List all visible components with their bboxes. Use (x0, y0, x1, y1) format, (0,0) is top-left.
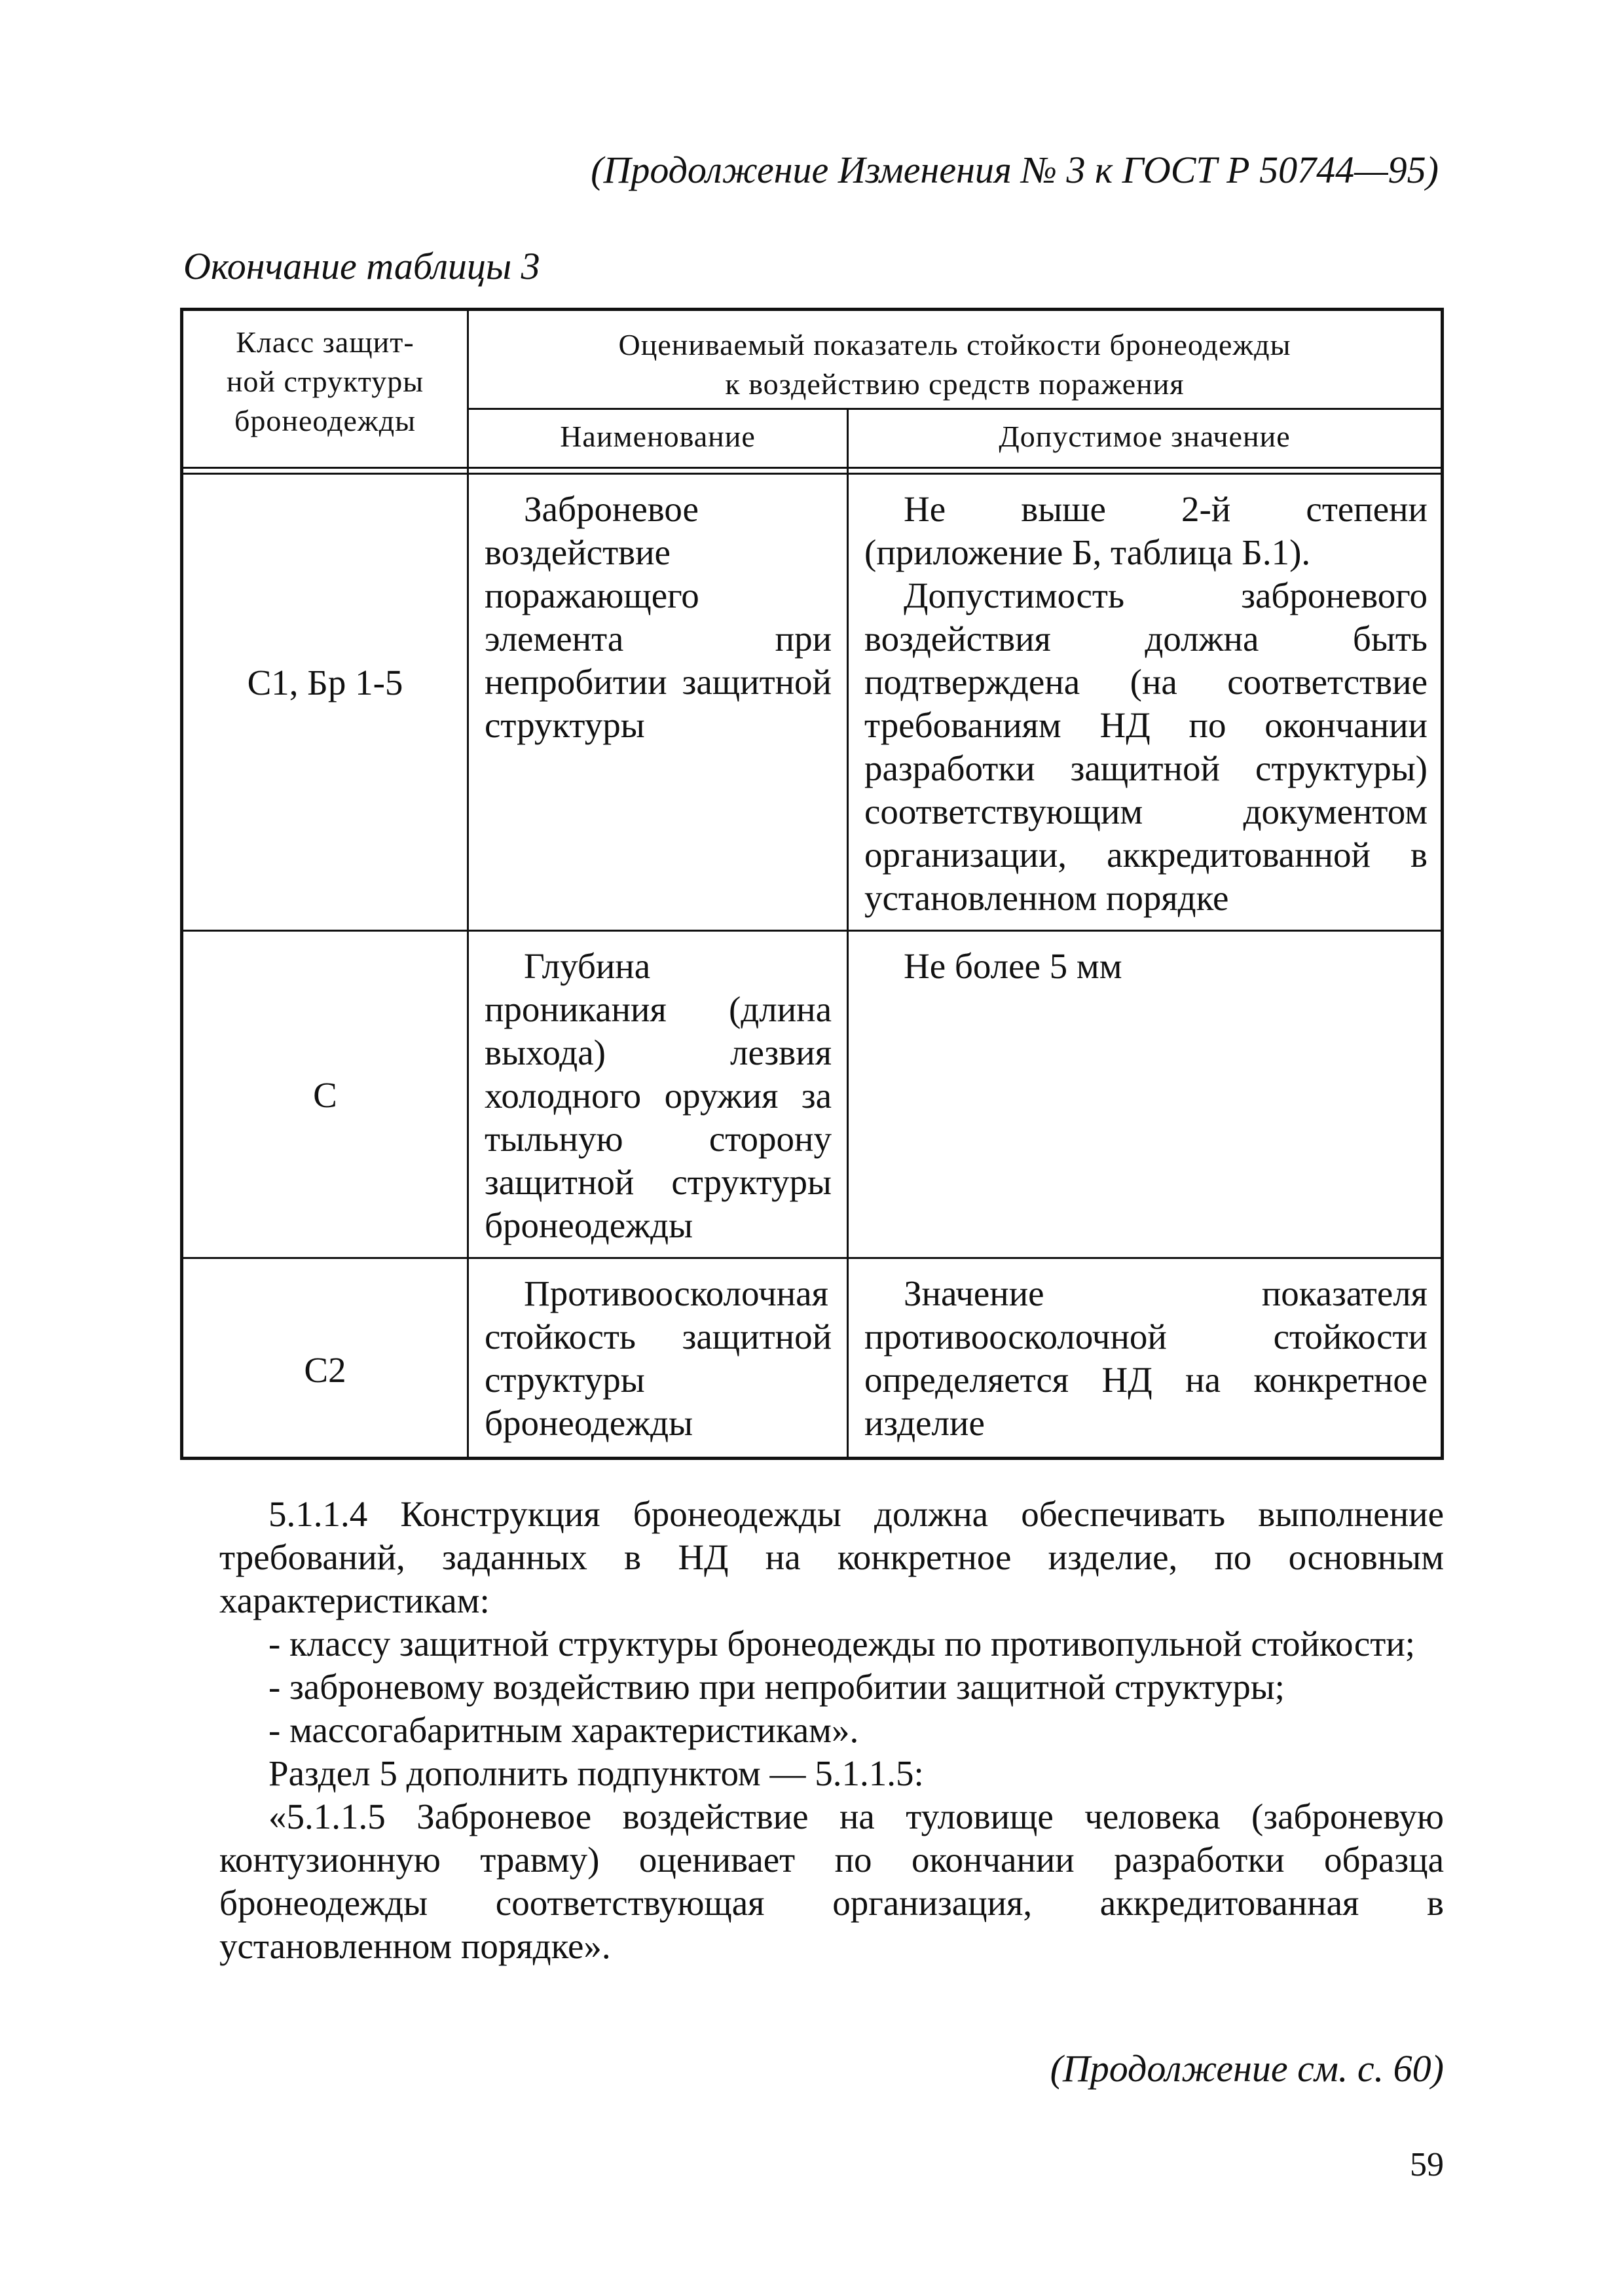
paragraph-5-1-1-5: «5.1.1.5 Заброневое воздействие на туловище человека (заброневую контузионную травму) оценивает по окончании разработки образца бронеодежды соответствующая организация, аккредитованная в установленном порядке». (219, 1796, 1444, 1966)
row1-name: Заброневое воздействие поражающего элемента при непробитии защитной структуры (485, 489, 832, 745)
row-divider-1 (183, 930, 1441, 932)
row1-value-p1: Не выше 2-й степени (приложение Б, таблица Б.1). (864, 489, 1428, 572)
row1-value (864, 488, 1428, 920)
row2-value: Не более 5 мм (904, 946, 1122, 986)
col1-header: Класс защит- ной структуры бронеодежды (226, 325, 424, 437)
table-3 (180, 308, 1444, 1460)
continuation-footer: (Продолжение см. с. 60) (1050, 2047, 1444, 2090)
row3-class: С2 (304, 1350, 346, 1390)
list-item-2: - заброневому воздействию при непробитии защитной структуры; (268, 1667, 1285, 1707)
list-item-3: - массогабаритным характеристикам». (268, 1710, 859, 1750)
col23-header: Оцениваемый показатель стойкости бронеодежды к воздействию средств поражения (618, 328, 1291, 401)
table-caption: Окончание таблицы 3 (183, 245, 540, 287)
col2-divider (847, 408, 849, 1457)
row3-name: Противоосколочная стойкость защитной структуры бронеодежды (485, 1273, 832, 1443)
row-divider-2 (183, 1257, 1441, 1259)
header-subdivider (467, 408, 1443, 410)
col2-header: Наименование (560, 420, 756, 453)
col3-header: Допустимое значение (999, 420, 1291, 453)
list-item-1: - классу защитной структуры бронеодежды по противопульной стойкости; (268, 1624, 1416, 1664)
continuation-header: (Продолжение Изменения № 3 к ГОСТ Р 50744—95) (591, 149, 1439, 191)
row3-value: Значение показателя противоосколочной стойкости определяется НД на конкретное изделие (864, 1273, 1428, 1443)
row2-class: С (313, 1075, 337, 1115)
body-text (219, 1493, 1444, 1968)
page-number: 59 (1410, 2146, 1444, 2183)
row2-name: Глубина проникания (длина выхода) лезвия холодного оружия за тыльную сторону защитной структуры бронеодежды (485, 946, 832, 1245)
row1-class: С1, Бр 1-5 (247, 663, 403, 702)
row1-value-p2: Допустимость заброневого воздействия должна быть подтверждена (на соответствие требованиям НД по окончании разработки защитной структуры) соответствующим документом организации, аккредитованной в установленном порядке (864, 575, 1428, 918)
header-rule-bottom (183, 473, 1441, 475)
section-addition: Раздел 5 дополнить подпунктом — 5.1.1.5: (268, 1753, 924, 1793)
header-rule-top (183, 467, 1441, 469)
paragraph-5-1-1-4: 5.1.1.4 Конструкция бронеодежды должна обеспечивать выполнение требований, заданных в НД на конкретное изделие, по основным характеристикам: (219, 1494, 1444, 1620)
col1-divider (467, 311, 469, 1457)
